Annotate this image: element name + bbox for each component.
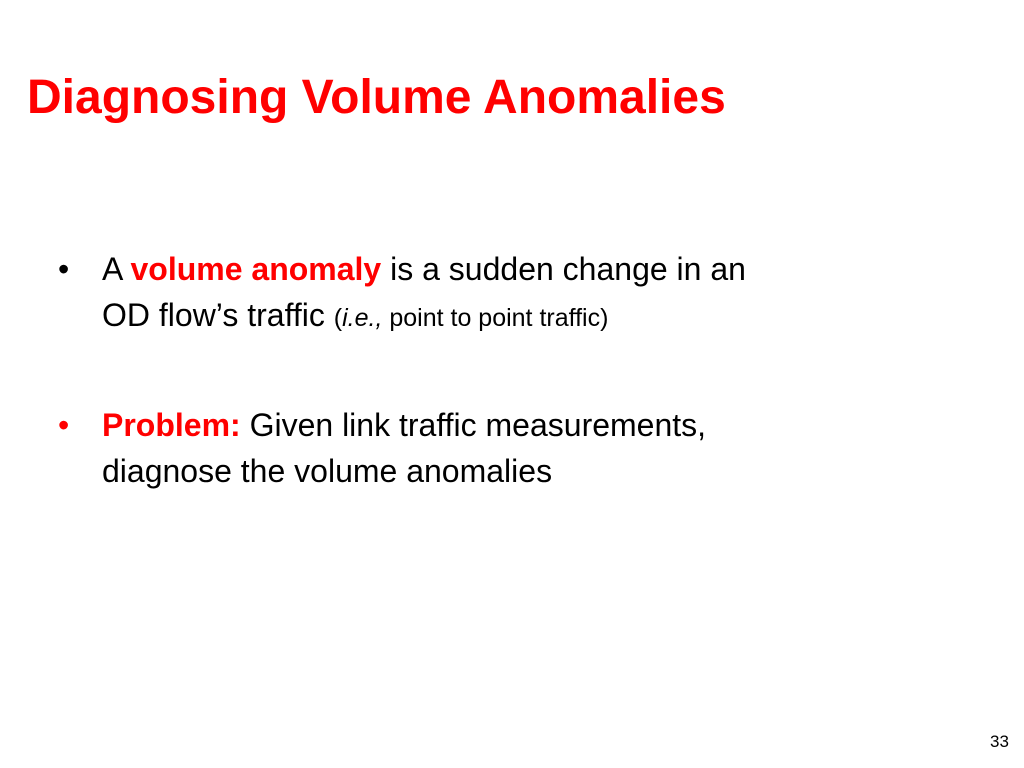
bullet-line: [102, 448, 982, 494]
text-italic-ie: i.e.,: [342, 304, 383, 332]
text-prefix: A: [102, 251, 131, 287]
bullet-line: [102, 246, 982, 292]
bullet-line: [102, 292, 982, 341]
term-volume-anomaly: volume anomaly: [130, 251, 382, 287]
bullet-marker: •: [58, 251, 70, 287]
bullet-line: [102, 402, 982, 448]
term-problem: Problem:: [102, 407, 241, 443]
text-suffix: Given link traffic measurements,: [240, 407, 707, 443]
text-main: OD flow’s traffic: [102, 297, 334, 333]
bullet-text: [102, 402, 982, 494]
bullet-marker: •: [58, 407, 70, 443]
text-main: diagnose the volume anomalies: [102, 453, 553, 489]
text-suffix: is a sudden change in an: [381, 251, 746, 287]
bullet-text: [102, 246, 982, 341]
slide-title: Diagnosing Volume Anomalies: [27, 71, 726, 124]
text-parenthetical: point to point traffic): [382, 304, 609, 332]
paren-open: (: [333, 304, 343, 332]
slide-number: 33: [990, 732, 1009, 751]
